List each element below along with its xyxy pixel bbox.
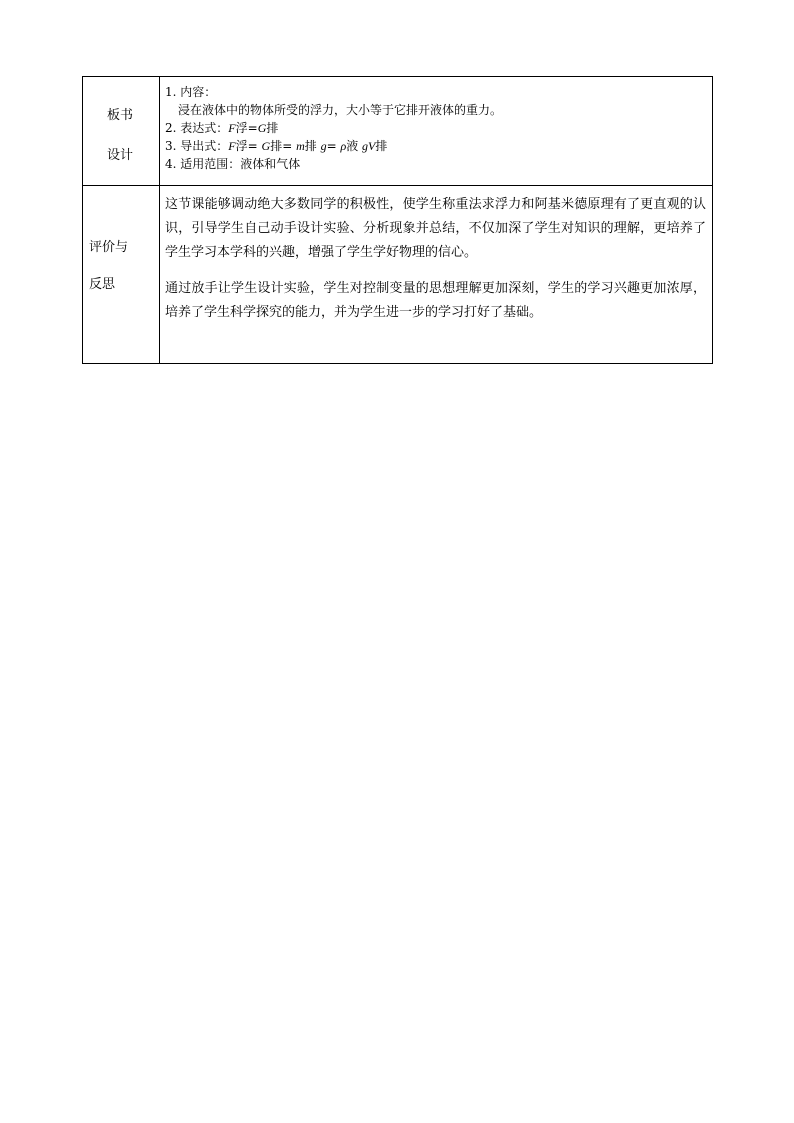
board-item-derived — [165, 137, 712, 155]
formula-subscript-pai: 排 — [266, 121, 279, 135]
formula-subscript-ye: 液 — [346, 139, 363, 153]
board-design-label-line1: 板书 — [107, 108, 134, 123]
item-title: 表达式： — [180, 121, 229, 135]
formula-symbol-gv: gV — [362, 139, 376, 153]
board-item-content-text: 浸在液体中的物体所受的浮力，大小等于它排开液体的重力。 — [178, 103, 503, 117]
evaluation-label-line2: 反思 — [89, 277, 116, 292]
board-item-scope — [165, 155, 712, 173]
item-number: 4. — [165, 157, 177, 171]
formula-subscript-fu: 浮= — [235, 121, 258, 135]
item-number: 2. — [165, 121, 177, 135]
evaluation-content-cell — [160, 186, 713, 364]
formula-symbol-f: F — [228, 139, 236, 153]
formula-symbol-g: G — [257, 121, 267, 135]
board-design-content-cell — [160, 77, 713, 186]
board-item-expression — [165, 119, 712, 137]
board-design-label-cell — [83, 77, 160, 186]
evaluation-paragraph-1: 这节课能够调动绝大多数同学的积极性，使学生称重法求浮力和阿基米德原理有了更直观的认识，引导学生自己动手设计实验、分析现象并总结，不仅加深了学生对知识的理解，更培养了学生学习本学科的兴趣，增强了学生学好物理的信心。 — [165, 197, 706, 260]
formula-symbol-g-small: g — [320, 139, 327, 153]
item-title: 导出式： — [180, 139, 229, 153]
formula-subscript-fu: 浮= — [235, 139, 262, 153]
item-title: 适用范围： — [180, 157, 241, 171]
lesson-plan-table — [82, 76, 713, 364]
formula-subscript-pai: 排 — [375, 139, 388, 153]
board-design-row — [83, 77, 713, 186]
item-title: 内容： — [180, 85, 217, 99]
formula-symbol-f: F — [228, 121, 236, 135]
item-number: 1. — [165, 85, 177, 99]
formula-subscript-pai: 排= — [270, 139, 297, 153]
item-scope-text: 液体和气体 — [240, 157, 301, 171]
formula-subscript-pai: 排 — [304, 139, 321, 153]
board-item-content — [165, 83, 712, 101]
evaluation-row — [83, 186, 713, 364]
evaluation-label-line1: 评价与 — [89, 240, 129, 255]
board-design-label-line2: 设计 — [107, 148, 134, 163]
formula-equals: = — [326, 139, 341, 153]
formula-symbol-g: G — [261, 139, 271, 153]
formula-symbol-m: m — [296, 139, 305, 153]
evaluation-paragraph-2: 通过放手让学生设计实验，学生对控制变量的思想理解更加深刻，学生的学习兴趣更加浓厚，培养了学生科学探究的能力，并为学生进一步的学习打好了基础。 — [165, 281, 706, 320]
item-number: 3. — [165, 139, 177, 153]
evaluation-label-cell — [83, 186, 160, 364]
formula-symbol-rho: ρ — [340, 139, 347, 153]
